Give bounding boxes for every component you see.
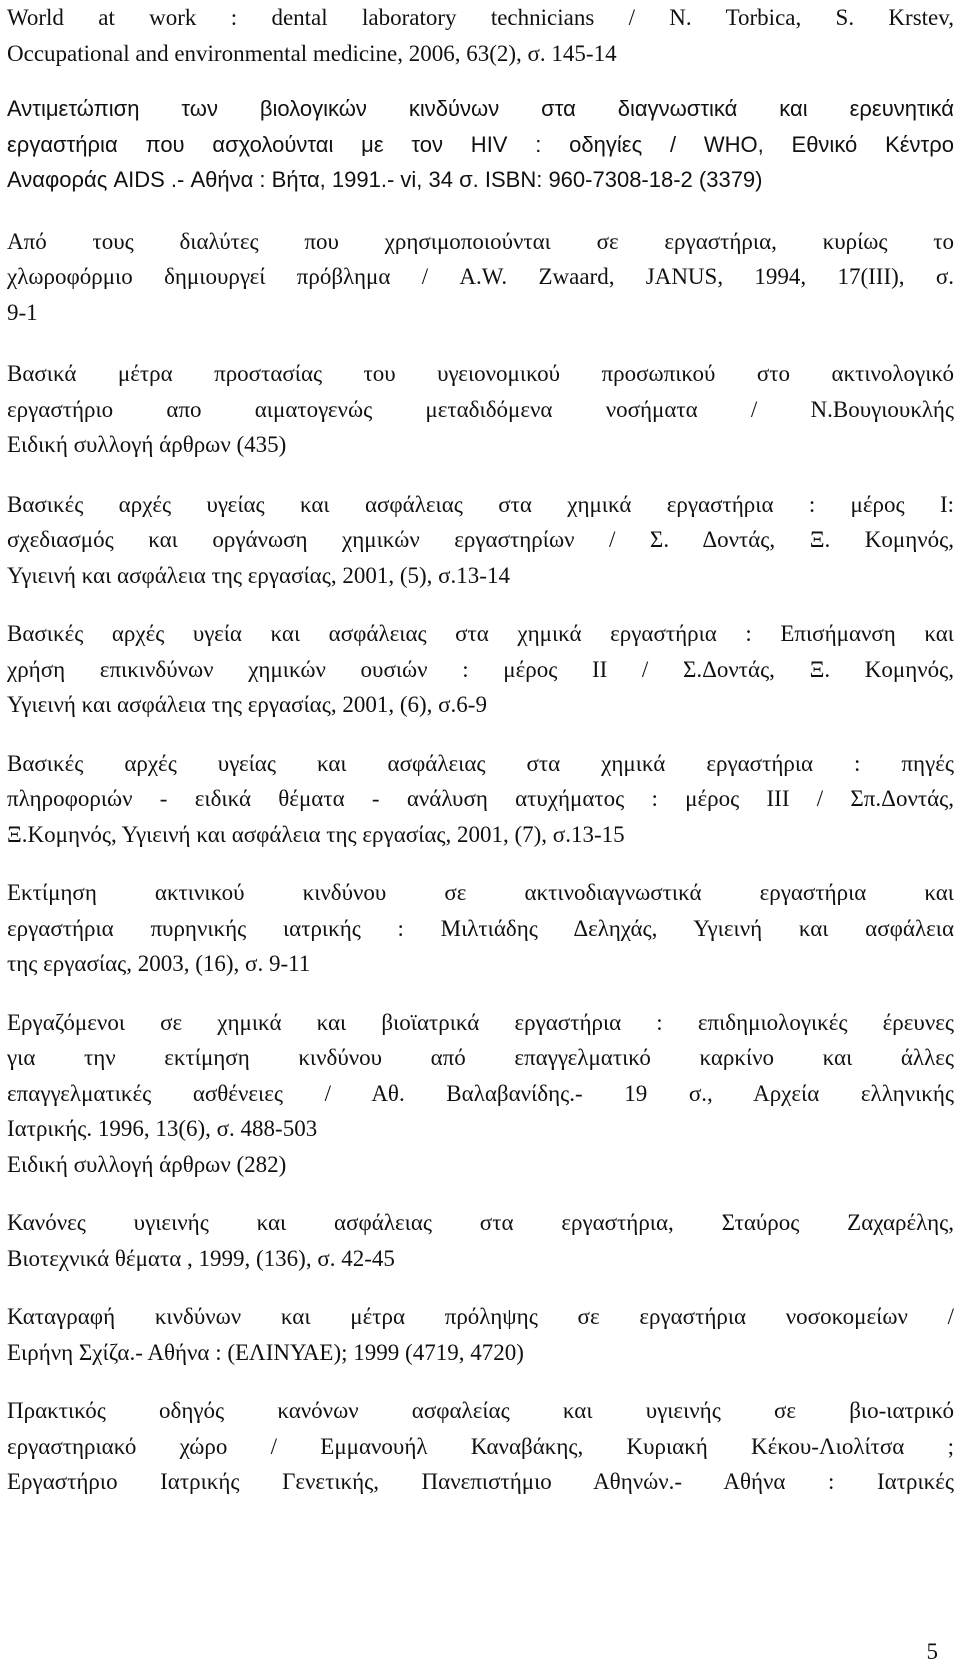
reference-line: της εργασίας, 2003, (16), σ. 9-11 [7, 951, 311, 976]
reference-line: επαγγελματικές ασθένειες / Αθ. Βαλαβανίδης.- 19 σ., Αρχεία ελληνικής [7, 1080, 954, 1106]
reference-line: Βασικά μέτρα προστασίας του υγειονομικού προσωπικού στο ακτινολογικό [7, 361, 954, 386]
reference-line: Αντιμετώπιση των βιολογικών κινδύνων στα διαγνωστικά και ερευνητικά [7, 96, 954, 121]
reference-line: Βασικές αρχές υγείας και ασφάλειας στα χημικά εργαστήρια : μέρος Ι: [7, 491, 954, 517]
reference-line: εργαστήρια που ασχολούνται με τον HIV : οδηγίες / WHO, Εθνικό Κέντρο [7, 131, 954, 157]
reference-line: Καταγραφή κινδύνων και μέτρα πρόληψης σε εργαστήρια νοσοκομείων / [7, 1304, 954, 1329]
reference-line: Υγιεινή και ασφάλεια της εργασίας, 2001, (6), σ.6-9 [7, 692, 487, 717]
reference-item [7, 224, 954, 331]
reference-line: Πρακτικός οδηγός κανόνων ασφαλείας και υγιεινής σε βιο-ιατρικό [7, 1398, 954, 1423]
reference-item [7, 616, 954, 723]
reference-line: πληροφοριών - ειδικά θέματα - ανάλυση ατυχήματος : μέρος ΙΙΙ / Σπ.Δοντάς, [7, 786, 954, 811]
reference-line: Ιατρικής. 1996, 13(6), σ. 488-503 [7, 1116, 318, 1141]
reference-line: Βιοτεχνικά θέματα , 1999, (136), σ. 42-45 [7, 1245, 395, 1271]
reference-line: Υγιεινή και ασφάλεια της εργασίας, 2001, (5), σ.13-14 [7, 562, 510, 588]
reference-line: Αναφοράς AIDS .- Αθήνα : Βήτα, 1991.- vi, 34 σ. ISBN: 960-7308-18-2 (3379) [7, 167, 763, 192]
reference-line: Βασικές αρχές υγείας και ασφάλειας στα χημικά εργαστήρια : πηγές [7, 750, 954, 776]
reference-list [7, 0, 954, 1500]
reference-item [7, 1205, 954, 1276]
reference-line: Εκτίμηση ακτινικού κινδύνου σε ακτινοδιαγνωστικά εργαστήρια και [7, 880, 954, 905]
page-number: 5 [926, 1639, 938, 1664]
reference-item [7, 0, 954, 71]
reference-line: Occupational and environmental medicine, 2006, 63(2), σ. 145-14 [7, 40, 617, 66]
reference-item [7, 1393, 954, 1500]
reference-line: Ξ.Κομηνός, Υγιεινή και ασφάλεια της εργασίας, 2001, (7), σ.13-15 [7, 821, 625, 847]
reference-line: εργαστήρια πυρηνικής ιατρικής : Μιλτιάδης Δεληχάς, Υγιεινή και ασφάλεια [7, 915, 954, 941]
reference-item [7, 91, 954, 198]
reference-item [7, 875, 954, 982]
reference-line: χλωροφόρμιο δημιουργεί πρόβλημα / A.W. Zwaard, JANUS, 1994, 17(III), σ. [7, 264, 954, 289]
reference-item [7, 746, 954, 853]
reference-item [7, 1299, 954, 1370]
reference-line: 9-1 [7, 299, 38, 325]
reference-item [7, 487, 954, 594]
reference-line: Ειδική συλλογή άρθρων (282) [7, 1151, 287, 1177]
reference-line: Από τους διαλύτες που χρησιμοποιούνται σε εργαστήρια, κυρίως το [7, 228, 954, 254]
reference-line: για την εκτίμηση κινδύνου από επαγγελματικό καρκίνο και άλλες [7, 1045, 954, 1070]
reference-line: Βασικές αρχές υγεία και ασφάλειας στα χημικά εργαστήρια : Επισήμανση και [7, 621, 954, 646]
reference-item [7, 356, 954, 463]
reference-line: Κανόνες υγιεινής και ασφάλειας στα εργαστήρια, Σταύρος Ζαχαρέλης, [7, 1210, 954, 1235]
reference-line: Ειδική συλλογή άρθρων (435) [7, 432, 287, 457]
reference-line: Ειρήνη Σχίζα.- Αθήνα : (ΕΛΙΝΥΑΕ); 1999 (4719, 4720) [7, 1339, 524, 1365]
reference-line: World at work : dental laboratory technicians / N. Torbica, S. Krstev, [7, 5, 954, 30]
reference-line: Εργαστήριο Ιατρικής Γενετικής, Πανεπιστήμιο Αθηνών.- Αθήνα : Ιατρικές [7, 1469, 954, 1494]
reference-line: εργαστηριακό χώρο / Εμμανουήλ Καναβάκης, Κυριακή Κέκου-Λιολίτσα ; [7, 1433, 954, 1459]
reference-line: σχεδιασμός και οργάνωση χημικών εργαστηρίων / Σ. Δοντάς, Ξ. Κομηνός, [7, 527, 954, 552]
reference-item [7, 1005, 954, 1183]
reference-line: εργαστήριο απο αιματογενώς μεταδιδόμενα νοσήματα / Ν.Βουγιουκλής [7, 396, 954, 422]
reference-line: χρήση επικινδύνων χημικών ουσιών : μέρος ΙΙ / Σ.Δοντάς, Ξ. Κομηνός, [7, 656, 954, 682]
reference-line: Εργαζόμενοι σε χημικά και βιοϊατρικά εργαστήρια : επιδημιολογικές έρευνες [7, 1009, 954, 1035]
